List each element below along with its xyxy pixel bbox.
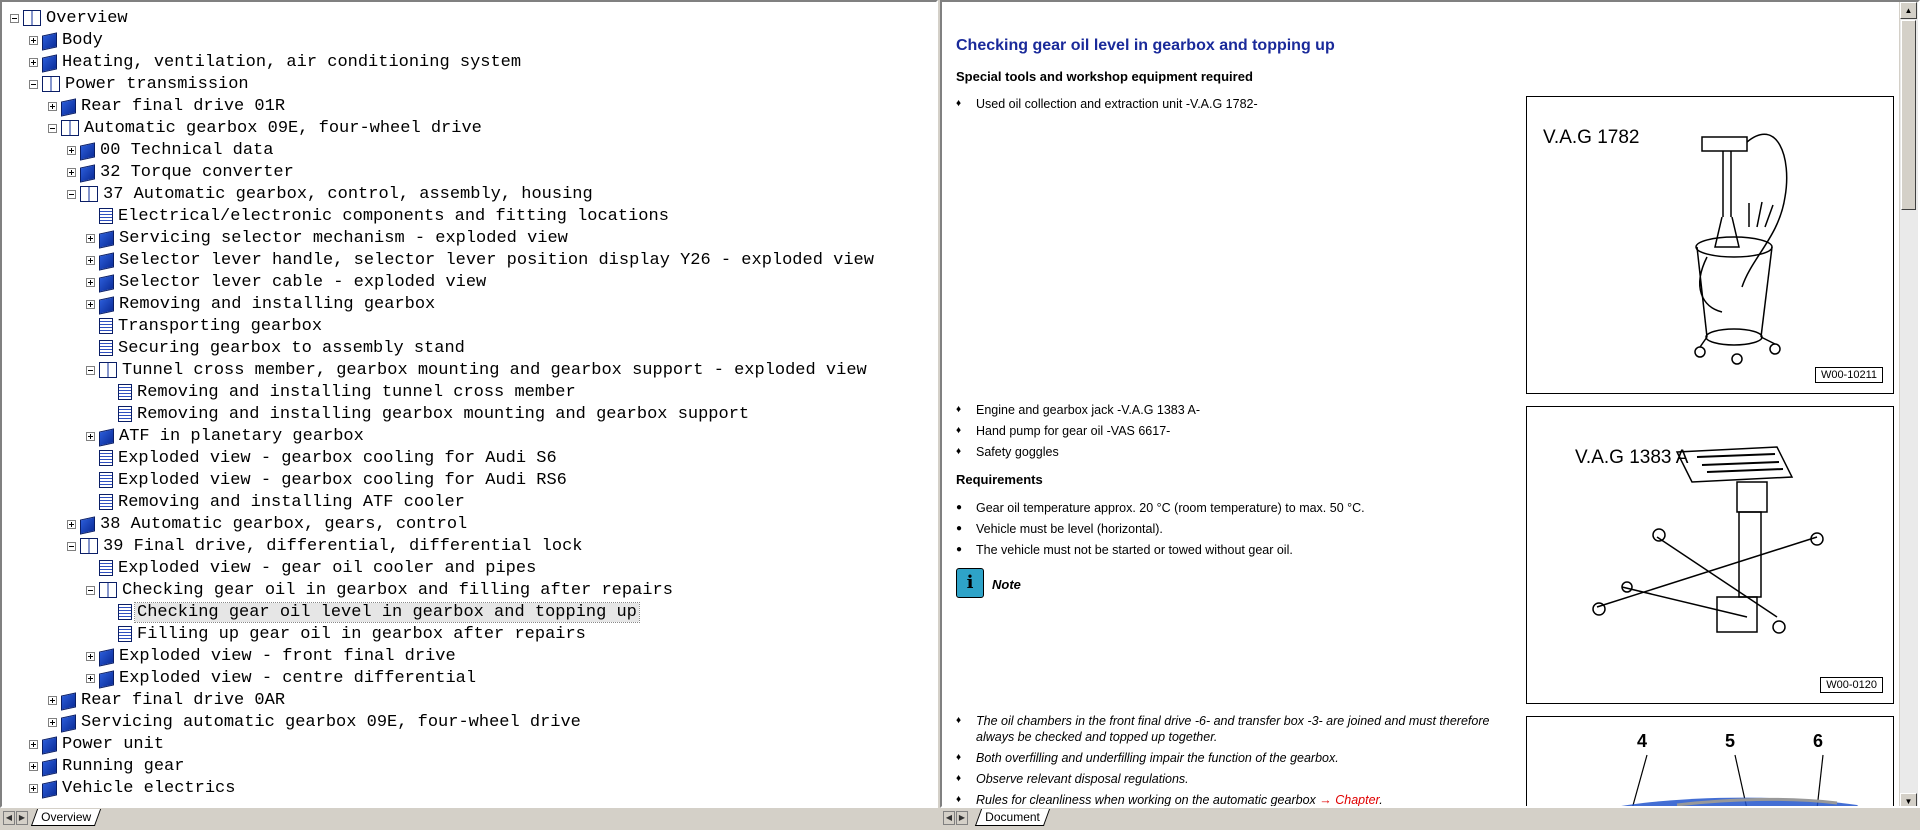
note-end: . [1379,793,1383,807]
collapse-icon[interactable] [67,542,76,551]
expand-icon[interactable] [86,278,95,287]
tree-item[interactable] [29,51,523,73]
figure-label: V.A.G 1782 [1543,127,1640,148]
figure-id: W00-10211 [1815,367,1883,383]
tree-item-label: Tunnel cross member, gearbox mounting and gearbox support - exploded view [122,360,867,380]
tree-item[interactable] [105,623,588,645]
document-page-icon [99,208,113,224]
tree-item[interactable] [86,271,488,293]
tab-scroll-right-button[interactable]: ▶ [956,811,968,825]
tree-item-label: Filling up gear oil in gearbox after repairs [137,624,586,644]
tree-item-label: Body [62,30,103,50]
bullet-icon: ● [956,544,963,555]
tree-item-label: 00 Technical data [100,140,274,160]
tree-item[interactable] [29,73,251,95]
oil-extraction-unit-illustration [1527,97,1893,393]
tree-item[interactable] [86,249,876,271]
tools-heading: Special tools and workshop equipment required [956,69,1253,84]
scroll-down-button[interactable]: ▼ [1900,793,1917,808]
tree-item[interactable] [48,711,583,733]
tree-item-label: Exploded view - gearbox cooling for Audi S6 [118,448,557,468]
bullet-icon: ♦ [956,446,962,457]
tree-item[interactable] [67,139,275,161]
tree-item[interactable] [105,381,578,403]
requirements-heading: Requirements [956,472,1043,487]
tree-item-label: ATF in planetary gearbox [119,426,364,446]
expand-icon[interactable] [86,652,95,661]
tree-item-label: Heating, ventilation, air conditioning system [62,52,522,72]
tree-item-label: 38 Automatic gearbox, gears, control [100,514,468,534]
expand-icon[interactable] [86,234,95,243]
collapse-icon[interactable] [10,14,19,23]
tree-item-label: Transporting gearbox [118,316,323,336]
open-book-icon [80,186,98,202]
tree-item-label: Power unit [62,734,165,754]
tree-item-label: Selector lever cable - exploded view [119,272,487,292]
expand-icon[interactable] [48,102,57,111]
tree-item-label: Power transmission [65,74,249,94]
tree-item-label: Servicing automatic gearbox 09E, four-wheel drive [81,712,581,732]
bullet-icon: ● [956,523,963,534]
bullet-icon: ♦ [956,773,962,784]
figure-id: W00-0120 [1820,677,1883,693]
tool-item: ♦ Engine and gearbox jack -V.A.G 1383 A- [956,403,1200,417]
document-page-icon [99,340,113,356]
tab-scroll-right-button[interactable]: ▶ [16,811,28,825]
tree-item-label: Servicing selector mechanism - exploded view [119,228,568,248]
expand-icon[interactable] [67,520,76,529]
gearbox-illustration [1527,717,1893,808]
tree-item[interactable] [67,535,584,557]
note-item: ♦ The oil chambers in the front final drive -6- and transfer box -3- are joined and must therefore always be checked and topped up together. [956,714,1490,744]
document-page-icon [118,626,132,642]
closed-book-icon [42,54,57,72]
note-text: Rules for cleanliness when working on the automatic gearbox [976,793,1320,807]
expand-icon[interactable] [86,256,95,265]
expand-icon[interactable] [29,740,38,749]
tab-overview[interactable]: Overview [31,809,101,826]
document-content [956,2,1886,806]
tree-item[interactable] [86,227,570,249]
open-book-icon [99,582,117,598]
tree-item[interactable] [29,733,166,755]
bullet-icon: ♦ [956,752,962,763]
tree-item-label: Securing gearbox to assembly stand [118,338,465,358]
collapse-icon[interactable] [48,124,57,133]
document-page-icon [99,472,113,488]
tree-item[interactable] [86,645,458,667]
note-label: Note [992,577,1021,592]
closed-book-icon [80,164,95,182]
expand-icon[interactable] [29,36,38,45]
tree-item-label: Overview [46,8,128,28]
expand-icon[interactable] [67,168,76,177]
closed-book-icon [80,516,95,534]
closed-book-icon [42,736,57,754]
note-item: ♦ Both overfilling and underfilling impair the function of the gearbox. [956,751,1339,765]
tree-item-label: Electrical/electronic components and fitting locations [118,206,669,226]
document-page-icon [99,450,113,466]
expand-icon[interactable] [67,146,76,155]
navigation-tree-pane [0,0,938,808]
tree-item[interactable] [10,7,130,29]
document-page-icon [99,560,113,576]
tab-scroll-left-button[interactable]: ◀ [943,811,955,825]
closed-book-icon [80,142,95,160]
document-page-icon [118,384,132,400]
closed-book-icon [99,648,114,666]
tree-item[interactable] [86,315,324,337]
closed-book-icon [42,780,57,798]
collapse-icon[interactable] [86,366,95,375]
bullet-icon: ♦ [956,794,962,805]
expand-icon[interactable] [86,674,95,683]
tree-item[interactable] [67,513,469,535]
left-tab-bar [0,808,938,828]
bullet-icon: ● [956,502,963,513]
collapse-icon[interactable] [67,190,76,199]
open-book-icon [23,10,41,26]
open-book-icon [80,538,98,554]
tree-item-label: Removing and installing gearbox mounting and gearbox support [137,404,750,424]
open-book-icon [61,120,79,136]
scrollbar-thumb[interactable] [1901,20,1916,210]
expand-icon[interactable] [29,762,38,771]
tree-item-label: 37 Automatic gearbox, control, assembly, housing [103,184,593,204]
tree-item-label: Checking gear oil level in gearbox and topping up [137,602,637,622]
tree-item[interactable] [86,447,559,469]
expand-icon[interactable] [48,696,57,705]
closed-book-icon [42,32,57,50]
tree-item[interactable] [86,579,675,601]
open-book-icon [42,76,60,92]
tab-document[interactable]: Document [975,809,1050,826]
chapter-link[interactable]: → Chapter [1319,793,1380,807]
document-page-icon [99,318,113,334]
tree-item-label: Vehicle electrics [62,778,236,798]
tree-item-label: Automatic gearbox 09E, four-wheel drive [84,118,482,138]
tree-item-label: Running gear [62,756,185,776]
tree-item[interactable] [86,425,366,447]
figure-gearbox [1526,716,1894,808]
tree-item-label: Exploded view - front final drive [119,646,456,666]
document-vertical-scrollbar[interactable] [1899,2,1918,808]
tree-item[interactable] [48,689,287,711]
tree-item[interactable] [29,755,186,777]
tab-scroll-left-button[interactable]: ◀ [3,811,15,825]
tree-item[interactable] [86,293,437,315]
note-item [956,792,1516,808]
document-page-icon [118,406,132,422]
requirement-item: ● Vehicle must be level (horizontal). [956,522,1163,536]
tree-item-label: Exploded view - centre differential [119,668,477,688]
closed-book-icon [61,98,76,116]
callout-4: 4 [1637,731,1648,751]
tree-item-label: Removing and installing ATF cooler [118,492,465,512]
tree-item[interactable] [48,117,484,139]
bullet-icon: ♦ [956,715,962,726]
document-page-icon [99,494,113,510]
figure-vag-1383a [1526,406,1894,704]
tree-item[interactable] [48,95,287,117]
callout-6: 6 [1813,731,1824,751]
open-book-icon [99,362,117,378]
expand-icon[interactable] [29,784,38,793]
closed-book-icon [61,692,76,710]
closed-book-icon [99,428,114,446]
tree-item[interactable] [86,557,538,579]
tree-item-label: 39 Final drive, differential, differential lock [103,536,583,556]
closed-book-icon [99,230,114,248]
tree-item-label: Selector lever handle, selector lever position display Y26 - exploded view [119,250,874,270]
collapse-icon[interactable] [86,586,95,595]
tool-item: ♦ Hand pump for gear oil -VAS 6617- [956,424,1171,438]
document-title: Checking gear oil level in gearbox and topping up [956,37,1335,54]
tree-item-label: Rear final drive 01R [81,96,286,116]
tree-item[interactable] [86,491,467,513]
closed-book-icon [99,296,114,314]
closed-book-icon [42,758,57,776]
note-item: ♦ Observe relevant disposal regulations. [956,772,1189,786]
right-tab-bar [940,808,1920,828]
tree-item-label: 32 Torque converter [100,162,294,182]
collapse-icon[interactable] [29,80,38,89]
tree-item[interactable] [105,403,751,425]
tree-item-label: Exploded view - gearbox cooling for Audi RS6 [118,470,567,490]
figure-vag-1782 [1526,96,1894,394]
expand-icon[interactable] [48,718,57,727]
bullet-icon: ♦ [956,98,962,109]
gearbox-jack-illustration [1527,407,1893,703]
tree-item-label: Removing and installing tunnel cross member [137,382,576,402]
figure-label: V.A.G 1383 A [1575,447,1689,468]
tree-item[interactable] [86,337,467,359]
closed-book-icon [99,670,114,688]
expand-icon[interactable] [29,58,38,67]
tree-item[interactable] [86,667,478,689]
info-icon: i [956,568,984,598]
tree-item[interactable] [29,29,105,51]
closed-book-icon [99,252,114,270]
tree-item[interactable] [29,777,237,799]
tool-item: ♦ Used oil collection and extraction unit -V.A.G 1782- [956,97,1258,111]
tree-item[interactable] [86,205,671,227]
closed-book-icon [61,714,76,732]
document-page-icon [118,604,132,620]
tree-item[interactable] [105,601,639,623]
requirement-item: ● The vehicle must not be started or towed without gear oil. [956,543,1293,557]
tree-item-label: Removing and installing gearbox [119,294,436,314]
tree-item-label: Exploded view - gear oil cooler and pipes [118,558,537,578]
tree-item-label: Checking gear oil in gearbox and filling after repairs [122,580,673,600]
bullet-icon: ♦ [956,404,962,415]
callout-5: 5 [1725,731,1736,751]
bullet-icon: ♦ [956,425,962,436]
tree-item[interactable] [86,469,569,491]
requirement-item: ● Gear oil temperature approx. 20 °C (room temperature) to max. 50 °C. [956,501,1365,515]
tree-item-label: Rear final drive 0AR [81,690,286,710]
tool-item: ♦ Safety goggles [956,445,1059,459]
expand-icon[interactable] [86,300,95,309]
closed-book-icon [99,274,114,292]
tree-item[interactable] [67,183,595,205]
scroll-up-button[interactable]: ▲ [1900,2,1917,19]
tree-item[interactable] [86,359,869,381]
document-pane [940,0,1920,808]
expand-icon[interactable] [86,432,95,441]
tree-item[interactable] [67,161,296,183]
